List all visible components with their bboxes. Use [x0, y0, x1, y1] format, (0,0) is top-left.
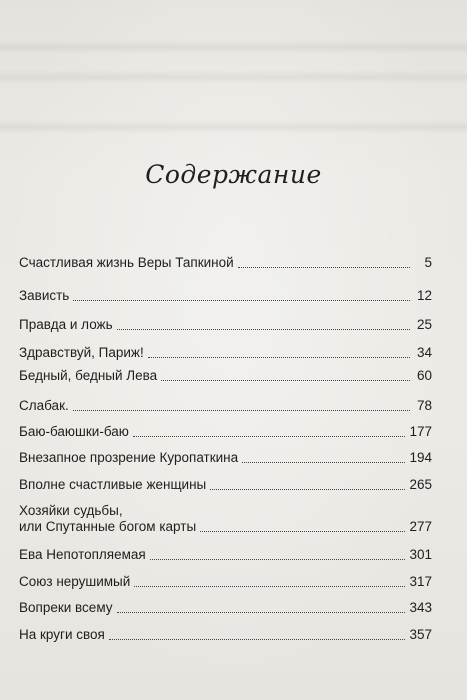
toc-entry-page: 194: [409, 450, 432, 465]
toc-entry-title: Правда и ложь: [19, 317, 113, 332]
toc-entry: [19, 368, 432, 384]
dot-leader: [148, 357, 410, 358]
toc-entry: [19, 398, 432, 414]
dot-leader: [238, 267, 410, 268]
toc-entry-title: Вопреки всему: [19, 600, 113, 615]
toc-entry-page: 34: [416, 345, 432, 360]
toc-entry-title: Хозяйки судьбы, или Спутанные богом карты: [19, 503, 197, 534]
toc-entry: [19, 600, 432, 616]
toc-entry: [19, 574, 432, 590]
toc-entry: [19, 547, 432, 563]
toc-entry: [19, 317, 432, 333]
toc-entry: [19, 288, 432, 304]
toc-entry-title: Союз нерушимый: [19, 574, 131, 589]
toc-entry: [19, 345, 432, 361]
dot-leader: [117, 329, 410, 330]
toc-entry-page: 25: [416, 317, 432, 332]
toc-entry: [19, 450, 432, 466]
toc-entry-page: 317: [409, 574, 432, 589]
toc-entry-title: Вполне счастливые женщины: [19, 477, 207, 492]
toc-entry-title: Ева Непотопляемая: [19, 547, 146, 562]
toc-entry-page: 277: [409, 519, 432, 534]
toc-entry-title: Внезапное прозрение Куропаткина: [19, 450, 239, 465]
toc-entry-page: 265: [409, 477, 432, 492]
toc-entry: [19, 477, 432, 493]
dot-leader: [133, 436, 406, 437]
toc-entry: [19, 424, 432, 440]
toc-entry-page: 357: [409, 627, 432, 642]
toc-entry: [19, 627, 432, 643]
dot-leader: [161, 380, 410, 381]
dot-leader: [150, 559, 406, 560]
toc-entry-page: 78: [416, 398, 432, 413]
toc-entry-title: Счастливая жизнь Веры Тапкиной: [19, 255, 234, 270]
toc-entry-title: Здравствуй, Париж!: [19, 345, 144, 360]
toc-entry-title: На круги своя: [19, 627, 105, 642]
toc-entry-page: 343: [409, 600, 432, 615]
toc-entry-page: 177: [409, 424, 432, 439]
dot-leader: [73, 410, 410, 411]
page-title: Содержание: [145, 160, 322, 189]
toc-entry-page: 60: [416, 368, 432, 383]
toc-entry-title: Зависть: [19, 288, 70, 303]
toc-entry-title: Слабак.: [19, 398, 69, 413]
dot-leader: [109, 639, 406, 640]
toc-entry-page: 5: [424, 255, 432, 270]
dot-leader: [134, 586, 405, 587]
toc-entry-page: 12: [416, 288, 432, 303]
show-through-line: [0, 40, 467, 54]
toc-entry: [19, 503, 432, 535]
toc-entry: [19, 255, 432, 271]
dot-leader: [200, 531, 405, 532]
dot-leader: [73, 300, 410, 301]
dot-leader: [242, 462, 405, 463]
dot-leader: [210, 489, 405, 490]
show-through-line: [0, 120, 467, 134]
toc-entry-title: Бедный, бедный Лева: [19, 368, 158, 383]
show-through-line: [0, 70, 467, 84]
toc-entry-page: 301: [409, 547, 432, 562]
dot-leader: [117, 612, 406, 613]
toc-entry-title: Баю-баюшки-баю: [19, 424, 129, 439]
